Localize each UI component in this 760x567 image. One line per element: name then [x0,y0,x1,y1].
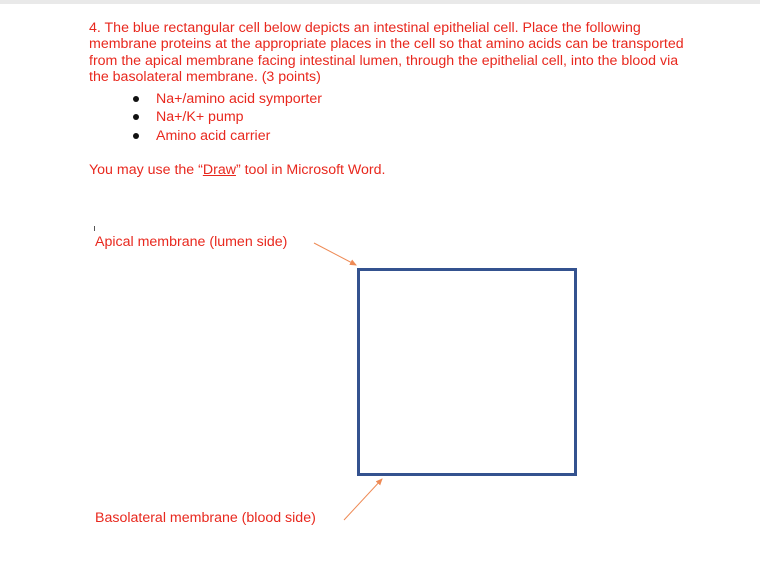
apical-arrow [314,243,356,265]
list-item-label: Amino acid carrier [156,127,271,144]
draw-note-suffix: ” tool in Microsoft Word. [235,162,386,178]
basolateral-arrow [344,479,382,520]
draw-note-prefix: You may use the “ [89,162,203,178]
apical-membrane-label: Apical membrane (lumen side) [95,234,288,250]
list-item-label: Na+/amino acid symporter [156,91,322,107]
question-text: 4. The blue rectangular cell below depicts an intestinal epithelial cell. Place the following membrane proteins at the appropriate places in the cell so that amino acids can be transported from the apical membrane facing intestinal lumen, through the epithelial cell, into the blood via the basolateral membrane. (3 points) [89,20,684,86]
basolateral-membrane-label: Basolateral membrane (blood side) [95,510,316,526]
draw-link[interactable]: Draw [202,162,236,178]
list-item-label: Na+/K+ pump [156,109,244,126]
